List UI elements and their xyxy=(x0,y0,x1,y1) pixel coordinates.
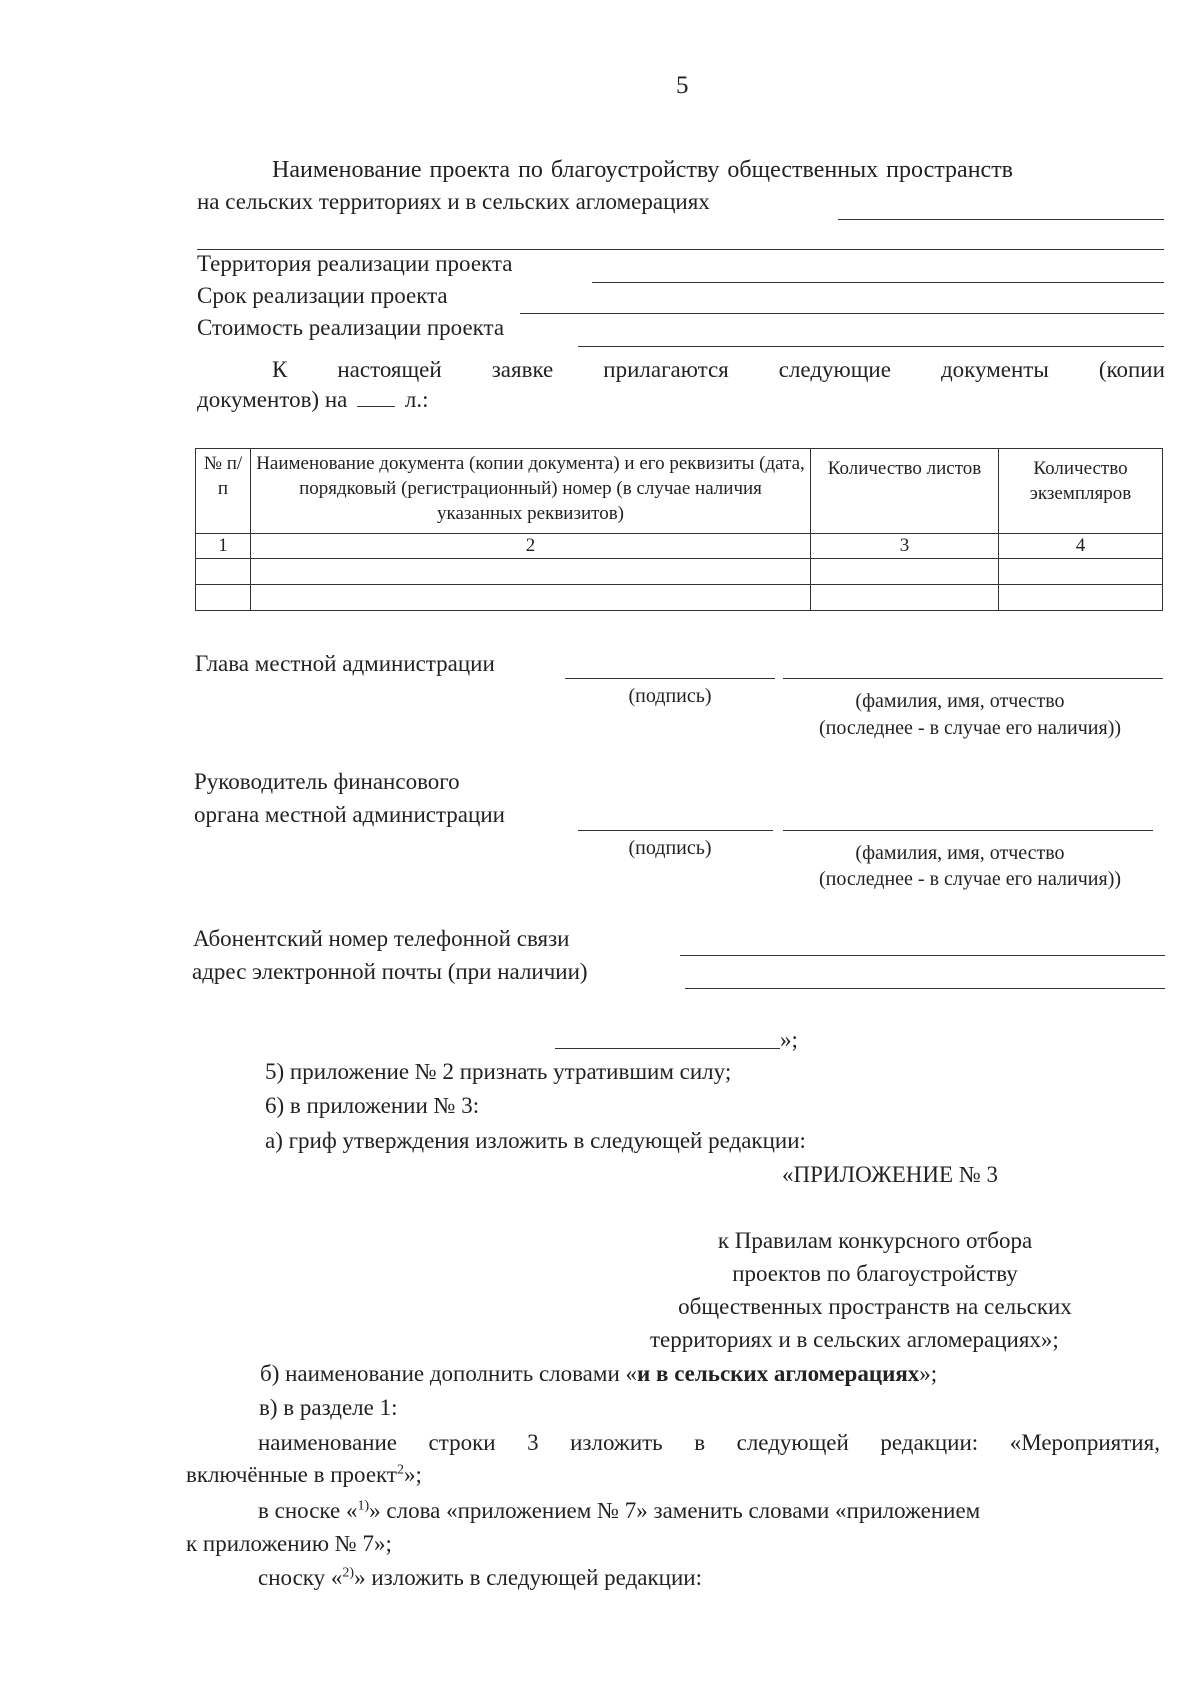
table-cell[interactable] xyxy=(196,585,251,611)
territory-label: Территория реализации проекта xyxy=(197,251,513,276)
email-label: адрес электронной почты (при наличии) xyxy=(192,959,588,984)
attach-word: К xyxy=(272,357,288,382)
name-caption-note: (последнее - в случае его наличия)) xyxy=(818,868,1122,890)
attach-word: настоящей xyxy=(337,357,442,382)
note1-line2: к приложению № 7»; xyxy=(186,1531,392,1556)
phone-blank[interactable] xyxy=(680,955,1165,956)
head-signature-blank[interactable] xyxy=(565,678,775,679)
footnote-ref: 1) xyxy=(357,1498,370,1514)
attachments-intro-line1 xyxy=(272,356,1165,384)
name-caption: (фамилия, имя, отчество xyxy=(855,842,1065,864)
header-cell-number: № п/п xyxy=(196,449,251,534)
head-name-blank[interactable] xyxy=(783,678,1163,679)
documents-table xyxy=(195,448,1163,611)
header-cell-sheets: Количество листов xyxy=(811,449,999,534)
table-cell: 2 xyxy=(251,534,811,559)
project-name-line2: на сельских территориях и в сельских агломерациях xyxy=(197,189,710,214)
item-6b-bold: и в сельских агломерациях xyxy=(637,1361,920,1386)
table-cell: 3 xyxy=(811,534,999,559)
project-name-blank[interactable] xyxy=(838,219,1164,220)
attach-word: следующие xyxy=(778,357,891,382)
row3-word: 3 xyxy=(527,1430,539,1455)
term-blank[interactable] xyxy=(520,313,1164,314)
table-row[interactable] xyxy=(196,559,1163,585)
phone-label: Абонентский номер телефонной связи xyxy=(193,926,570,951)
row3-word: редакции: xyxy=(880,1430,979,1455)
table-header-row xyxy=(196,449,1163,534)
email-blank[interactable] xyxy=(685,988,1165,989)
row3-word: наименование xyxy=(258,1430,397,1455)
note2-text-b: » изложить в следующей редакции: xyxy=(354,1565,702,1590)
footnote-ref: 2 xyxy=(396,1462,404,1478)
note2-line xyxy=(258,1564,702,1592)
cost-blank[interactable] xyxy=(578,346,1164,347)
appendix-title: «ПРИЛОЖЕНИЕ № 3 xyxy=(782,1162,999,1187)
row3-word: следующей xyxy=(736,1430,849,1455)
appendix-subtitle-2: проектов по благоустройству xyxy=(732,1261,1018,1286)
finance-name-blank[interactable] xyxy=(783,830,1153,831)
attach-word: документы xyxy=(940,357,1049,382)
signature-caption: (подпись) xyxy=(628,837,712,859)
table-cell[interactable] xyxy=(251,585,811,611)
signature-caption: (подпись) xyxy=(628,685,712,707)
row3-line2 xyxy=(186,1461,422,1489)
table-cell[interactable] xyxy=(196,559,251,585)
row3-line2-end: »; xyxy=(403,1462,422,1487)
row3-word: изложить xyxy=(570,1430,663,1455)
item-6: 6) в приложении № 3: xyxy=(265,1093,480,1118)
closing-blank xyxy=(555,1048,780,1049)
table-cell: 1 xyxy=(196,534,251,559)
table-cell[interactable] xyxy=(811,585,999,611)
territory-blank[interactable] xyxy=(592,282,1164,283)
row3-word: в xyxy=(694,1430,706,1455)
finance-signature-blank[interactable] xyxy=(578,830,773,831)
item-6a: а) гриф утверждения изложить в следующей редакции: xyxy=(265,1128,806,1153)
attachments-intro-line2 xyxy=(197,386,428,414)
appendix-subtitle-4: территориях и в сельских агломерациях»; xyxy=(650,1327,1059,1352)
row3-word: «Мероприятия, xyxy=(1009,1430,1160,1455)
attach-word: прилагаются xyxy=(603,357,729,382)
finance-head-label-line1: Руководитель финансового xyxy=(194,769,460,794)
page-number: 5 xyxy=(676,72,689,99)
table-cell[interactable] xyxy=(251,559,811,585)
table-cell[interactable] xyxy=(999,559,1163,585)
item-6b-suffix: »; xyxy=(919,1361,938,1386)
finance-head-label-line2: органа местной администрации xyxy=(194,802,505,827)
table-cell[interactable] xyxy=(999,585,1163,611)
table-cell[interactable] xyxy=(811,559,999,585)
name-caption-note: (последнее - в случае его наличия)) xyxy=(818,717,1122,739)
head-of-administration-label: Глава местной администрации xyxy=(195,651,495,676)
attach-word: заявке xyxy=(491,357,554,382)
term-label: Срок реализации проекта xyxy=(197,283,448,308)
project-name-line1: Наименование проекта по благоустройству общественных пространств xyxy=(272,157,1014,183)
closing-quote: »; xyxy=(780,1027,798,1052)
attach-line2-end: л.: xyxy=(404,387,429,412)
cost-label: Стоимость реализации проекта xyxy=(197,315,505,340)
appendix-subtitle-1: к Правилам конкурсного отбора xyxy=(717,1228,1033,1253)
note2-text-a: сноску « xyxy=(258,1565,343,1590)
note1-text-a: в сноске « xyxy=(258,1498,358,1523)
table-cell: 4 xyxy=(999,534,1163,559)
row3-word: строки xyxy=(428,1430,496,1455)
sheet-count-blank[interactable] xyxy=(357,386,395,407)
footnote-ref: 2) xyxy=(342,1565,355,1581)
note1-line1 xyxy=(258,1497,980,1525)
header-cell-document: Наименование документа (копии документа) и его реквизиты (дата, порядковый (регистрационный) номер (в случае наличия указанных реквизитов) xyxy=(251,449,811,534)
table-row[interactable] xyxy=(196,585,1163,611)
row3-line1 xyxy=(258,1429,1160,1457)
attach-word: (копии xyxy=(1098,357,1165,382)
item-6b xyxy=(260,1360,937,1388)
item-6b-prefix: б) наименование дополнить словами « xyxy=(260,1361,638,1386)
item-6c: в) в разделе 1: xyxy=(259,1395,398,1420)
table-row xyxy=(196,534,1163,559)
attach-line2-text: документов) на xyxy=(197,387,348,412)
appendix-subtitle-3: общественных пространств на сельских xyxy=(678,1294,1072,1319)
header-cell-copies: Количество экземпляров xyxy=(999,449,1163,534)
name-caption: (фамилия, имя, отчество xyxy=(855,690,1065,712)
note1-text-b: » слова «приложением № 7» заменить словами «приложением xyxy=(369,1498,981,1523)
item-5: 5) приложение № 2 признать утратившим силу; xyxy=(265,1059,732,1084)
row3-line2-text: включённые в проект xyxy=(186,1462,397,1487)
